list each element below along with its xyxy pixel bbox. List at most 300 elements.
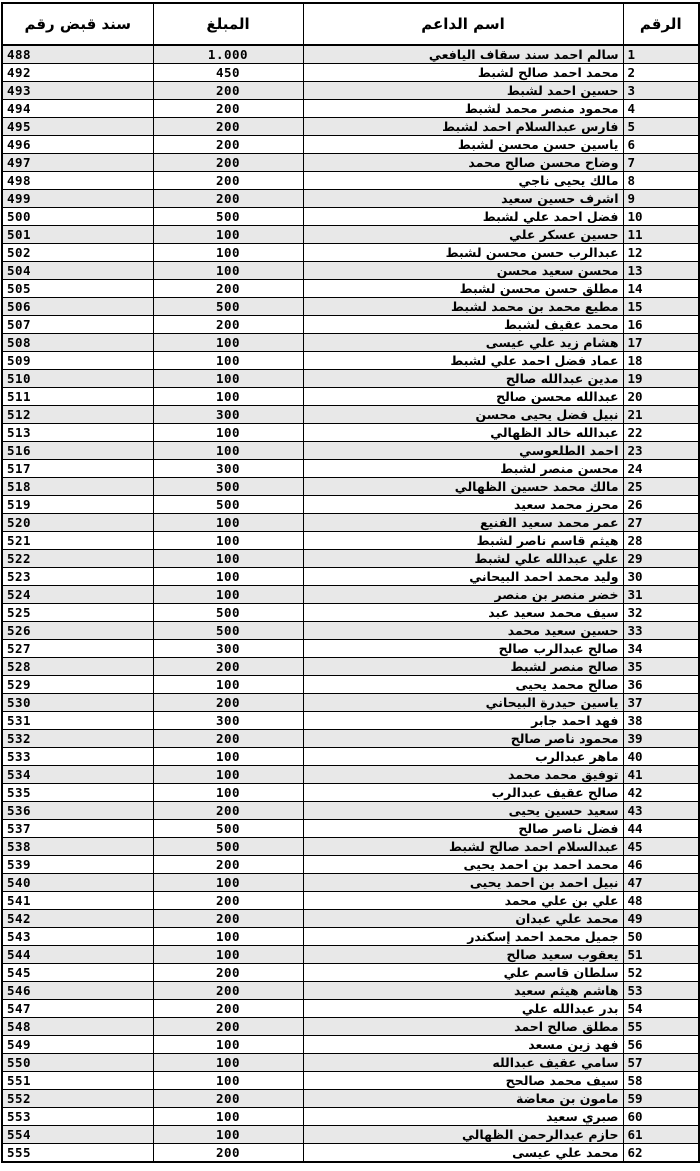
table-row [2,856,699,874]
table-row [2,100,699,118]
donor-name-cell: بدر عبدالله علي [303,1000,623,1018]
table-row [2,730,699,748]
row-number-cell: 10 [623,208,699,226]
receipt-number-cell: 508 [2,334,153,352]
receipt-number-cell: 527 [2,640,153,658]
amount-cell: 200 [153,892,303,910]
receipt-number-cell: 532 [2,730,153,748]
receipt-number-cell: 539 [2,856,153,874]
receipt-number-cell: 529 [2,676,153,694]
row-number-cell: 11 [623,226,699,244]
receipt-number-cell: 534 [2,766,153,784]
receipt-number-cell: 516 [2,442,153,460]
table-row [2,424,699,442]
receipt-number-cell: 535 [2,784,153,802]
row-number-cell: 19 [623,370,699,388]
table-row [2,298,699,316]
donor-name-cell: سلطان قاسم علي [303,964,623,982]
receipt-number-cell: 517 [2,460,153,478]
table-row [2,604,699,622]
table-row [2,1090,699,1108]
table-row [2,1126,699,1144]
receipt-number-cell: 525 [2,604,153,622]
table-row [2,244,699,262]
receipt-number-cell: 530 [2,694,153,712]
donor-name-cell: توفيق محمد محمد [303,766,623,784]
row-number-cell: 31 [623,586,699,604]
donor-name-cell: عبدالله خالد الظهالي [303,424,623,442]
donor-name-cell: فهد احمد جابر [303,712,623,730]
table-row [2,694,699,712]
row-number-cell: 47 [623,874,699,892]
row-number-cell: 1 [623,45,699,64]
row-number-cell: 8 [623,172,699,190]
table-row [2,622,699,640]
receipt-number-cell: 499 [2,190,153,208]
receipt-number-cell: 533 [2,748,153,766]
donor-name-cell: اشرف حسين سعيد [303,190,623,208]
row-number-cell: 21 [623,406,699,424]
row-number-cell: 38 [623,712,699,730]
table-row [2,1018,699,1036]
receipt-number-cell: 488 [2,45,153,64]
receipt-number-cell: 536 [2,802,153,820]
donor-name-cell: محمد عقيف لشبط [303,316,623,334]
receipt-number-cell: 500 [2,208,153,226]
receipt-number-cell: 518 [2,478,153,496]
amount-cell: 300 [153,712,303,730]
table-header [2,3,699,45]
receipt-number-cell: 511 [2,388,153,406]
table-row [2,82,699,100]
amount-cell: 100 [153,244,303,262]
amount-cell: 100 [153,388,303,406]
donor-name-cell: سامي عقيف عبدالله [303,1054,623,1072]
receipt-number-cell: 519 [2,496,153,514]
table-row [2,532,699,550]
amount-cell: 200 [153,1090,303,1108]
table-row [2,784,699,802]
donors-table [1,2,700,1163]
row-number-cell: 56 [623,1036,699,1054]
row-number-cell: 26 [623,496,699,514]
amount-cell: 200 [153,100,303,118]
row-number-cell: 51 [623,946,699,964]
amount-cell: 100 [153,424,303,442]
amount-cell: 100 [153,928,303,946]
donor-name-cell: علي عبدالله علي لشبط [303,550,623,568]
amount-cell: 300 [153,460,303,478]
amount-cell: 100 [153,514,303,532]
amount-cell: 500 [153,622,303,640]
header-donor-name: اسم الداعم [303,3,623,45]
receipt-number-cell: 501 [2,226,153,244]
donor-name-cell: نبيل احمد بن احمد يحيى [303,874,623,892]
row-number-cell: 42 [623,784,699,802]
row-number-cell: 58 [623,1072,699,1090]
receipt-number-cell: 521 [2,532,153,550]
row-number-cell: 4 [623,100,699,118]
amount-cell: 100 [153,334,303,352]
receipt-number-cell: 520 [2,514,153,532]
amount-cell: 100 [153,1126,303,1144]
table-row [2,1054,699,1072]
table-row [2,838,699,856]
row-number-cell: 57 [623,1054,699,1072]
table-row [2,208,699,226]
receipt-number-cell: 492 [2,64,153,82]
donor-name-cell: مطلق حسن محسن لشبط [303,280,623,298]
amount-cell: 450 [153,64,303,82]
donor-name-cell: خضر منصر بن منصر [303,586,623,604]
donor-name-cell: عبدالله محسن صالح [303,388,623,406]
donor-name-cell: مدين عبدالله صالح [303,370,623,388]
receipt-number-cell: 549 [2,1036,153,1054]
table-row [2,748,699,766]
table-row [2,658,699,676]
header-receipt: سند قبض رقم [2,3,153,45]
header-row-number: الرقم [623,3,699,45]
donor-name-cell: فارس عبدالسلام احمد لشبط [303,118,623,136]
table-row [2,964,699,982]
row-number-cell: 15 [623,298,699,316]
amount-cell: 200 [153,190,303,208]
donor-name-cell: فضل ناصر صالح [303,820,623,838]
donor-name-cell: نبيل فضل يحيى محسن [303,406,623,424]
table-row [2,172,699,190]
donor-name-cell: مامون بن معاضة [303,1090,623,1108]
donor-name-cell: علي بن علي محمد [303,892,623,910]
donor-name-cell: حسين سعيد محمد [303,622,623,640]
amount-cell: 100 [153,748,303,766]
amount-cell: 200 [153,982,303,1000]
amount-cell: 200 [153,910,303,928]
row-number-cell: 45 [623,838,699,856]
table-row [2,568,699,586]
table-row [2,154,699,172]
donor-name-cell: وضاح محسن صالح محمد [303,154,623,172]
receipt-number-cell: 522 [2,550,153,568]
table-row [2,406,699,424]
receipt-number-cell: 513 [2,424,153,442]
table-body [2,45,699,1162]
amount-cell: 100 [153,874,303,892]
receipt-number-cell: 502 [2,244,153,262]
table-row [2,460,699,478]
amount-cell: 200 [153,730,303,748]
table-row [2,640,699,658]
row-number-cell: 37 [623,694,699,712]
amount-cell: 100 [153,442,303,460]
amount-cell: 100 [153,946,303,964]
table-row [2,334,699,352]
receipt-number-cell: 498 [2,172,153,190]
donor-name-cell: حسين عسكر علي [303,226,623,244]
row-number-cell: 48 [623,892,699,910]
table-row [2,64,699,82]
row-number-cell: 25 [623,478,699,496]
amount-cell: 100 [153,676,303,694]
amount-cell: 300 [153,640,303,658]
donor-name-cell: عمر محمد سعيد الفنيع [303,514,623,532]
table-row [2,676,699,694]
receipt-number-cell: 552 [2,1090,153,1108]
donor-name-cell: محرز محمد سعيد [303,496,623,514]
amount-cell: 1.000 [153,45,303,64]
row-number-cell: 44 [623,820,699,838]
amount-cell: 200 [153,172,303,190]
amount-cell: 200 [153,856,303,874]
amount-cell: 100 [153,1108,303,1126]
table-row [2,910,699,928]
table-row [2,874,699,892]
receipt-number-cell: 543 [2,928,153,946]
receipt-number-cell: 523 [2,568,153,586]
receipt-number-cell: 555 [2,1144,153,1163]
row-number-cell: 33 [623,622,699,640]
row-number-cell: 28 [623,532,699,550]
receipt-number-cell: 497 [2,154,153,172]
receipt-number-cell: 504 [2,262,153,280]
table-row [2,946,699,964]
amount-cell: 500 [153,208,303,226]
donor-name-cell: سيف محمد صالحح [303,1072,623,1090]
amount-cell: 100 [153,1072,303,1090]
table-row [2,550,699,568]
table-row [2,45,699,64]
row-number-cell: 34 [623,640,699,658]
amount-cell: 200 [153,1000,303,1018]
donor-name-cell: ماهر عبدالرب [303,748,623,766]
row-number-cell: 32 [623,604,699,622]
donor-name-cell: حازم عبدالرحمن الظهالي [303,1126,623,1144]
donor-name-cell: محمود ناصر صالح [303,730,623,748]
amount-cell: 200 [153,694,303,712]
table-row [2,118,699,136]
table-row [2,316,699,334]
table-row [2,442,699,460]
amount-cell: 500 [153,820,303,838]
receipt-number-cell: 505 [2,280,153,298]
receipt-number-cell: 531 [2,712,153,730]
donor-name-cell: فهد زين مسعد [303,1036,623,1054]
row-number-cell: 20 [623,388,699,406]
table-row [2,280,699,298]
table-row [2,820,699,838]
receipt-number-cell: 547 [2,1000,153,1018]
donor-name-cell: مطيع محمد بن محمد لشبط [303,298,623,316]
row-number-cell: 5 [623,118,699,136]
donor-name-cell: هاشم هيثم سعيد [303,982,623,1000]
row-number-cell: 40 [623,748,699,766]
donor-name-cell: مالك يحيى ناجي [303,172,623,190]
table-row [2,136,699,154]
table-row [2,514,699,532]
amount-cell: 100 [153,550,303,568]
amount-cell: 300 [153,406,303,424]
amount-cell: 100 [153,352,303,370]
row-number-cell: 41 [623,766,699,784]
amount-cell: 200 [153,118,303,136]
amount-cell: 200 [153,136,303,154]
row-number-cell: 60 [623,1108,699,1126]
receipt-number-cell: 506 [2,298,153,316]
table-row [2,586,699,604]
header-row [2,3,699,45]
row-number-cell: 39 [623,730,699,748]
amount-cell: 100 [153,568,303,586]
row-number-cell: 59 [623,1090,699,1108]
donor-name-cell: سيف محمد سعيد عبد [303,604,623,622]
table-row [2,478,699,496]
table-row [2,262,699,280]
table-row [2,802,699,820]
donor-name-cell: صالح عبدالرب صالح [303,640,623,658]
table-row [2,496,699,514]
donor-name-cell: هيثم قاسم ناصر لشبط [303,532,623,550]
amount-cell: 200 [153,802,303,820]
amount-cell: 500 [153,496,303,514]
row-number-cell: 22 [623,424,699,442]
donor-name-cell: عماد فضل احمد علي لشبط [303,352,623,370]
donor-name-cell: محمد علي عبدان [303,910,623,928]
amount-cell: 100 [153,262,303,280]
row-number-cell: 27 [623,514,699,532]
receipt-number-cell: 537 [2,820,153,838]
amount-cell: 100 [153,766,303,784]
donor-name-cell: محمود منصر محمد لشبط [303,100,623,118]
donor-name-cell: محسن سعيد محسن [303,262,623,280]
amount-cell: 200 [153,1144,303,1163]
donor-name-cell: صبري سعيد [303,1108,623,1126]
row-number-cell: 55 [623,1018,699,1036]
row-number-cell: 53 [623,982,699,1000]
header-amount: المبلغ [153,3,303,45]
receipt-number-cell: 495 [2,118,153,136]
donor-name-cell: هشام زيد علي عيسى [303,334,623,352]
table-row [2,388,699,406]
donor-name-cell: ياسين حسن محسن لشبط [303,136,623,154]
receipt-number-cell: 526 [2,622,153,640]
amount-cell: 500 [153,604,303,622]
donor-name-cell: عبدالرب حسن محسن لشبط [303,244,623,262]
amount-cell: 200 [153,280,303,298]
receipt-number-cell: 542 [2,910,153,928]
amount-cell: 500 [153,838,303,856]
amount-cell: 200 [153,964,303,982]
donor-name-cell: سالم احمد سند سقاف اليافعي [303,45,623,64]
row-number-cell: 52 [623,964,699,982]
donor-name-cell: احمد الطلعوسي [303,442,623,460]
row-number-cell: 61 [623,1126,699,1144]
donor-name-cell: مالك محمد حسين الظهالي [303,478,623,496]
receipt-number-cell: 528 [2,658,153,676]
receipt-number-cell: 510 [2,370,153,388]
donor-name-cell: وليد محمد احمد البيحاني [303,568,623,586]
row-number-cell: 50 [623,928,699,946]
amount-cell: 500 [153,478,303,496]
donor-name-cell: ياسين حيدرة البيحاني [303,694,623,712]
amount-cell: 100 [153,1054,303,1072]
row-number-cell: 7 [623,154,699,172]
receipt-number-cell: 540 [2,874,153,892]
donor-name-cell: عبدالسلام احمد صالح لشبط [303,838,623,856]
row-number-cell: 43 [623,802,699,820]
donor-name-cell: محسن منصر لشبط [303,460,623,478]
row-number-cell: 16 [623,316,699,334]
table-row [2,352,699,370]
receipt-number-cell: 550 [2,1054,153,1072]
amount-cell: 200 [153,154,303,172]
receipt-number-cell: 494 [2,100,153,118]
row-number-cell: 24 [623,460,699,478]
table-row [2,1000,699,1018]
amount-cell: 100 [153,532,303,550]
row-number-cell: 46 [623,856,699,874]
row-number-cell: 9 [623,190,699,208]
donor-name-cell: صالح عقيف عبدالرب [303,784,623,802]
donor-name-cell: محمد احمد صالح لشبط [303,64,623,82]
receipt-number-cell: 546 [2,982,153,1000]
receipt-number-cell: 538 [2,838,153,856]
donor-name-cell: يعقوب سعيد صالح [303,946,623,964]
receipt-number-cell: 551 [2,1072,153,1090]
receipt-number-cell: 493 [2,82,153,100]
table-row [2,370,699,388]
receipt-number-cell: 553 [2,1108,153,1126]
donor-name-cell: سعيد حسين يحيى [303,802,623,820]
row-number-cell: 49 [623,910,699,928]
amount-cell: 100 [153,1036,303,1054]
row-number-cell: 6 [623,136,699,154]
table-row [2,1036,699,1054]
table-row [2,1072,699,1090]
receipt-number-cell: 524 [2,586,153,604]
donor-name-cell: جميل محمد احمد إسكندر [303,928,623,946]
row-number-cell: 54 [623,1000,699,1018]
row-number-cell: 29 [623,550,699,568]
donor-name-cell: حسين احمد لشبط [303,82,623,100]
table-row [2,892,699,910]
row-number-cell: 3 [623,82,699,100]
table-row [2,712,699,730]
donor-name-cell: صالح منصر لشبط [303,658,623,676]
row-number-cell: 2 [623,64,699,82]
row-number-cell: 12 [623,244,699,262]
receipt-number-cell: 545 [2,964,153,982]
amount-cell: 200 [153,658,303,676]
receipt-number-cell: 548 [2,1018,153,1036]
donor-name-cell: فضل احمد علي لشبط [303,208,623,226]
table-row [2,982,699,1000]
receipt-number-cell: 509 [2,352,153,370]
table-row [2,226,699,244]
amount-cell: 200 [153,316,303,334]
donor-name-cell: مطلق صالح احمد [303,1018,623,1036]
table-row [2,928,699,946]
amount-cell: 100 [153,586,303,604]
row-number-cell: 36 [623,676,699,694]
row-number-cell: 14 [623,280,699,298]
receipt-number-cell: 554 [2,1126,153,1144]
amount-cell: 200 [153,82,303,100]
amount-cell: 100 [153,784,303,802]
amount-cell: 100 [153,226,303,244]
row-number-cell: 23 [623,442,699,460]
receipt-number-cell: 541 [2,892,153,910]
amount-cell: 500 [153,298,303,316]
receipt-number-cell: 544 [2,946,153,964]
